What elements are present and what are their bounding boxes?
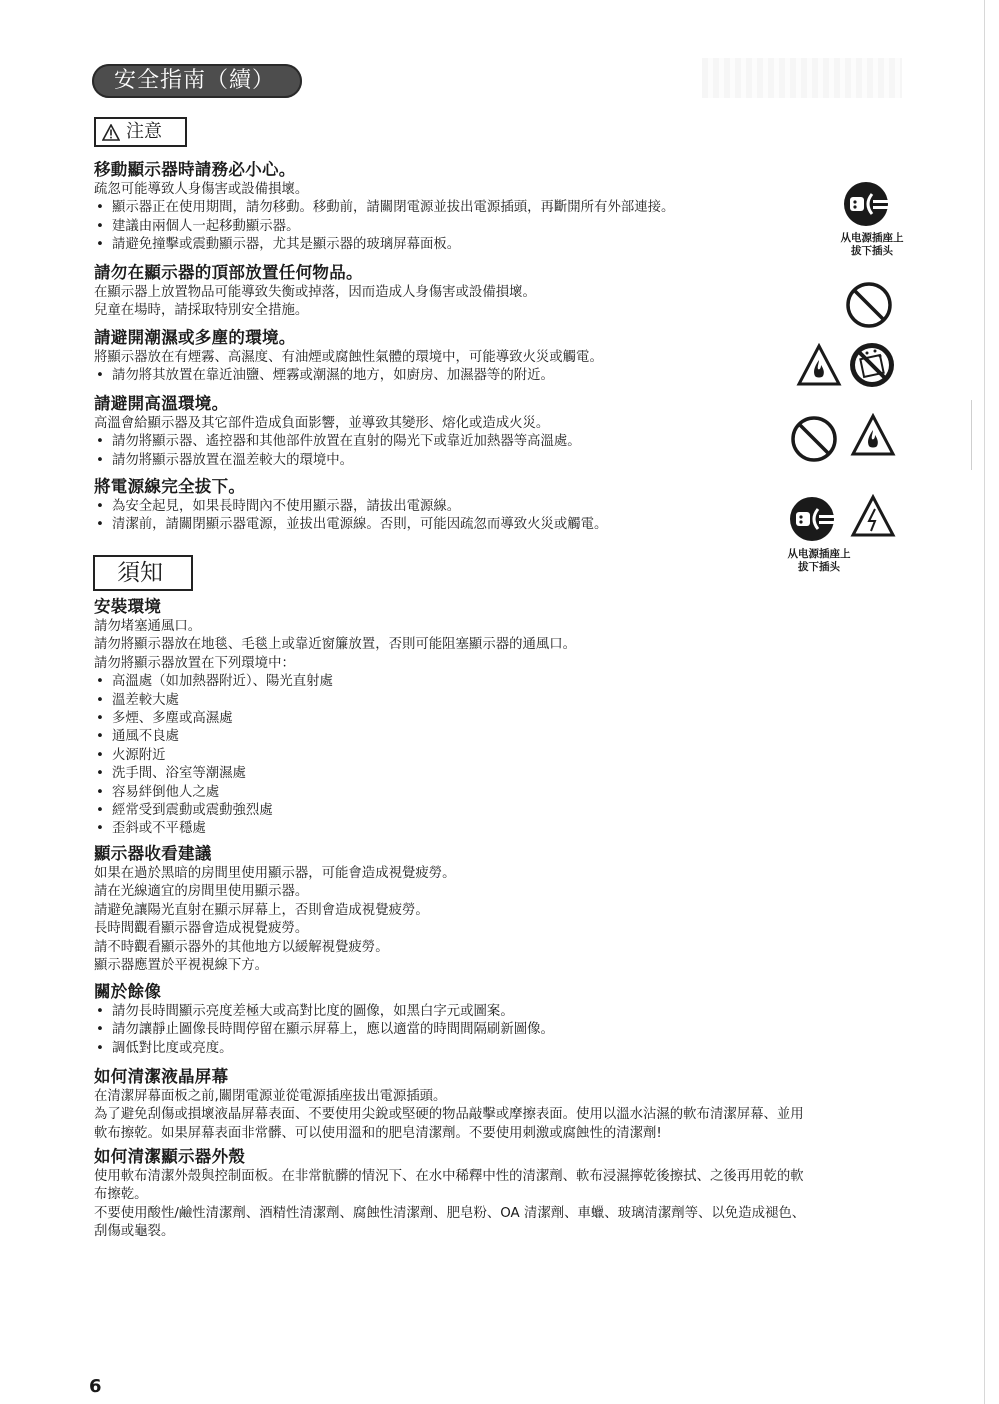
section-heading: 移動顯示器時請務必小心。 bbox=[94, 160, 296, 179]
bleed-through-text bbox=[702, 58, 902, 98]
electric-shock-warning-icon bbox=[850, 494, 896, 538]
list-item: • 容易絆倒他人之處 bbox=[94, 784, 914, 802]
list-item: • 請避免撞擊或震動顯示器，尤其是顯示器的玻璃屏幕面板。 bbox=[94, 236, 914, 254]
paragraph: 不要使用酸性/鹼性清潔劑、酒精性清潔劑、腐蝕性清潔劑、肥皂粉、OA 清潔劑、車蠟、玻璃清潔劑等、以免造成褪色、 bbox=[94, 1205, 806, 1221]
list-item: • 為安全起見，如果長時間內不使用顯示器，請拔出電源線。 bbox=[94, 498, 914, 516]
section-heading: 如何清潔液晶屏幕 bbox=[94, 1067, 229, 1086]
paragraph: 刮傷或龜裂。 bbox=[94, 1224, 175, 1240]
scan-edge bbox=[984, 0, 985, 1404]
paragraph: 請勿將顯示器放置在下列環境中： bbox=[94, 655, 295, 671]
paragraph: 軟布擦乾。如果屏幕表面非常髒、可以使用溫和的肥皂清潔劑。不要使用刺激或腐蝕性的清潔劑! bbox=[94, 1125, 662, 1141]
paragraph: 在清潔屏幕面板之前,關閉電源並從電源插座拔出電源插頭。 bbox=[94, 1089, 447, 1104]
fire-warning-icon bbox=[796, 343, 842, 387]
list-item: • 請勿讓靜止圖像長時間停留在顯示屏幕上，應以適當的時間間隔刷新圖像。 bbox=[94, 1021, 914, 1039]
list-item: • 歪斜或不平穩處 bbox=[94, 820, 914, 838]
paragraph: 請勿將顯示器放在地毯、毛毯上或靠近窗簾放置，否則可能阻塞顯示器的通風口。 bbox=[94, 637, 577, 653]
section-heading: 將電源線完全拔下。 bbox=[94, 477, 246, 496]
list-item: • 經常受到震動或震動強烈處 bbox=[94, 802, 914, 820]
paragraph: 請在光線適宜的房間里使用顯示器。 bbox=[94, 884, 309, 900]
fire-warning-icon bbox=[850, 413, 896, 457]
section-heading: 請勿在顯示器的頂部放置任何物品。 bbox=[94, 263, 363, 282]
bullet-list bbox=[94, 1003, 914, 1058]
notice-section-viewing bbox=[94, 843, 914, 975]
bullet-list bbox=[94, 199, 914, 254]
caution-section-humid bbox=[94, 327, 914, 386]
list-item: • 請勿將顯示器、遙控器和其他部件放置在直射的陽光下或靠近加熱器等高溫處。 bbox=[94, 433, 914, 451]
notice-label-box bbox=[93, 555, 193, 591]
paragraph: 長時間觀看顯示器會造成視覺疲勞。 bbox=[94, 921, 309, 937]
paragraph: 布擦乾。 bbox=[94, 1187, 148, 1203]
caution-section-move bbox=[94, 159, 914, 255]
unplug-icon bbox=[788, 494, 840, 544]
list-item: • 請勿將顯示器放置在溫差較大的環境中。 bbox=[94, 452, 914, 470]
section-heading: 關於餘像 bbox=[94, 982, 162, 1001]
paragraph: 顯示器應置於平視視線下方。 bbox=[94, 958, 269, 974]
unplug-caption bbox=[817, 232, 927, 258]
paragraph: 高溫會給顯示器及其它部件造成負面影響，並導致其變形、熔化或造成火災。 bbox=[94, 416, 550, 431]
no-water-icon bbox=[846, 339, 898, 391]
section-heading: 顯示器收看建議 bbox=[94, 844, 212, 863]
scan-edge bbox=[971, 400, 972, 470]
list-item: • 建議由兩個人一起移動顯示器。 bbox=[94, 218, 914, 236]
list-item: • 調低對比度或亮度。 bbox=[94, 1040, 914, 1058]
bullet-list bbox=[94, 367, 914, 385]
caution-section-top bbox=[94, 262, 914, 321]
paragraph: 將顯示器放在有煙霧、高濕度、有油煙或腐蝕性氣體的環境中，可能導致火災或觸電。 bbox=[94, 350, 603, 365]
caption-line: 从电源插座上 bbox=[787, 548, 851, 560]
list-item: • 多煙、多塵或高濕處 bbox=[94, 710, 914, 728]
list-item: • 清潔前，請關閉顯示器電源，並拔出電源線。否則，可能因疏忽而導致火災或觸電。 bbox=[94, 516, 914, 534]
list-item: • 溫差較大處 bbox=[94, 692, 914, 710]
caption-line: 拔下插头 bbox=[798, 561, 840, 573]
paragraph: 在顯示器上放置物品可能導致失衡或掉落，因而造成人身傷害或設備損壞。 bbox=[94, 285, 536, 300]
caption-line: 拔下插头 bbox=[851, 245, 893, 257]
notice-section-afterimage bbox=[94, 981, 914, 1058]
list-item: • 請勿將其放置在靠近油鹽、煙霧或潮濕的地方，如廚房、加濕器等的附近。 bbox=[94, 367, 914, 385]
caution-label-box bbox=[94, 117, 187, 147]
list-item: • 請勿長時間顯示亮度差極大或高對比度的圖像，如黑白字元或圖案。 bbox=[94, 1003, 914, 1021]
section-heading: 請避開潮濕或多塵的環境。 bbox=[94, 328, 296, 347]
list-item: • 通風不良處 bbox=[94, 728, 914, 746]
notice-section-install bbox=[94, 596, 914, 839]
paragraph: 如果在過於黑暗的房間里使用顯示器，可能會造成視覺疲勞。 bbox=[94, 866, 456, 881]
unplug-caption bbox=[764, 548, 874, 574]
list-item: • 火源附近 bbox=[94, 747, 914, 765]
bullet-list bbox=[94, 673, 914, 839]
notice-section-exterior-cleaning bbox=[94, 1146, 914, 1242]
notice-label: 須知 bbox=[117, 560, 163, 586]
paragraph: 為了避免刮傷或損壞液晶屏幕表面、不要使用尖銳或堅硬的物品敲擊或摩擦表面。使用以溫水沾濕的軟布清潔屏幕、並用 bbox=[94, 1107, 804, 1123]
paragraph: 兒童在場時，請採取特別安全措施。 bbox=[94, 303, 309, 319]
page-title: 安全指南（續） bbox=[92, 64, 302, 98]
list-item: • 洗手間、浴室等潮濕處 bbox=[94, 765, 914, 783]
page-number: 6 bbox=[89, 1376, 102, 1397]
paragraph: 請不時觀看顯示器外的其他地方以緩解視覺疲勞。 bbox=[94, 939, 389, 955]
paragraph: 疏忽可能導致人身傷害或設備損壞。 bbox=[94, 182, 309, 197]
paragraph: 使用軟布清潔外殼與控制面板。在非常骯髒的情況下、在水中稀釋中性的清潔劑、軟布浸濕擰乾後擦拭、之後再用乾的軟 bbox=[94, 1169, 804, 1184]
prohibited-icon bbox=[788, 413, 840, 465]
prohibited-icon bbox=[844, 280, 894, 330]
caption-line: 从电源插座上 bbox=[840, 232, 904, 244]
unplug-icon bbox=[842, 180, 894, 228]
list-item: • 高溫處（如加熱器附近）、陽光直射處 bbox=[94, 673, 914, 691]
list-item: • 顯示器正在使用期間，請勿移動。移動前，請關閉電源並拔出電源插頭，再斷開所有外部連接。 bbox=[94, 199, 914, 217]
paragraph: 請勿堵塞通風口。 bbox=[94, 619, 202, 634]
section-heading: 安裝環境 bbox=[94, 597, 162, 616]
section-heading: 如何清潔顯示器外殼 bbox=[94, 1147, 246, 1166]
paragraph: 請避免讓陽光直射在顯示屏幕上，否則會造成視覺疲勞。 bbox=[94, 902, 429, 918]
section-heading: 請避開高溫環境。 bbox=[94, 394, 229, 413]
notice-section-lcd-cleaning bbox=[94, 1066, 914, 1143]
caution-label: 注意 bbox=[126, 121, 162, 142]
warning-triangle-icon bbox=[102, 124, 120, 141]
